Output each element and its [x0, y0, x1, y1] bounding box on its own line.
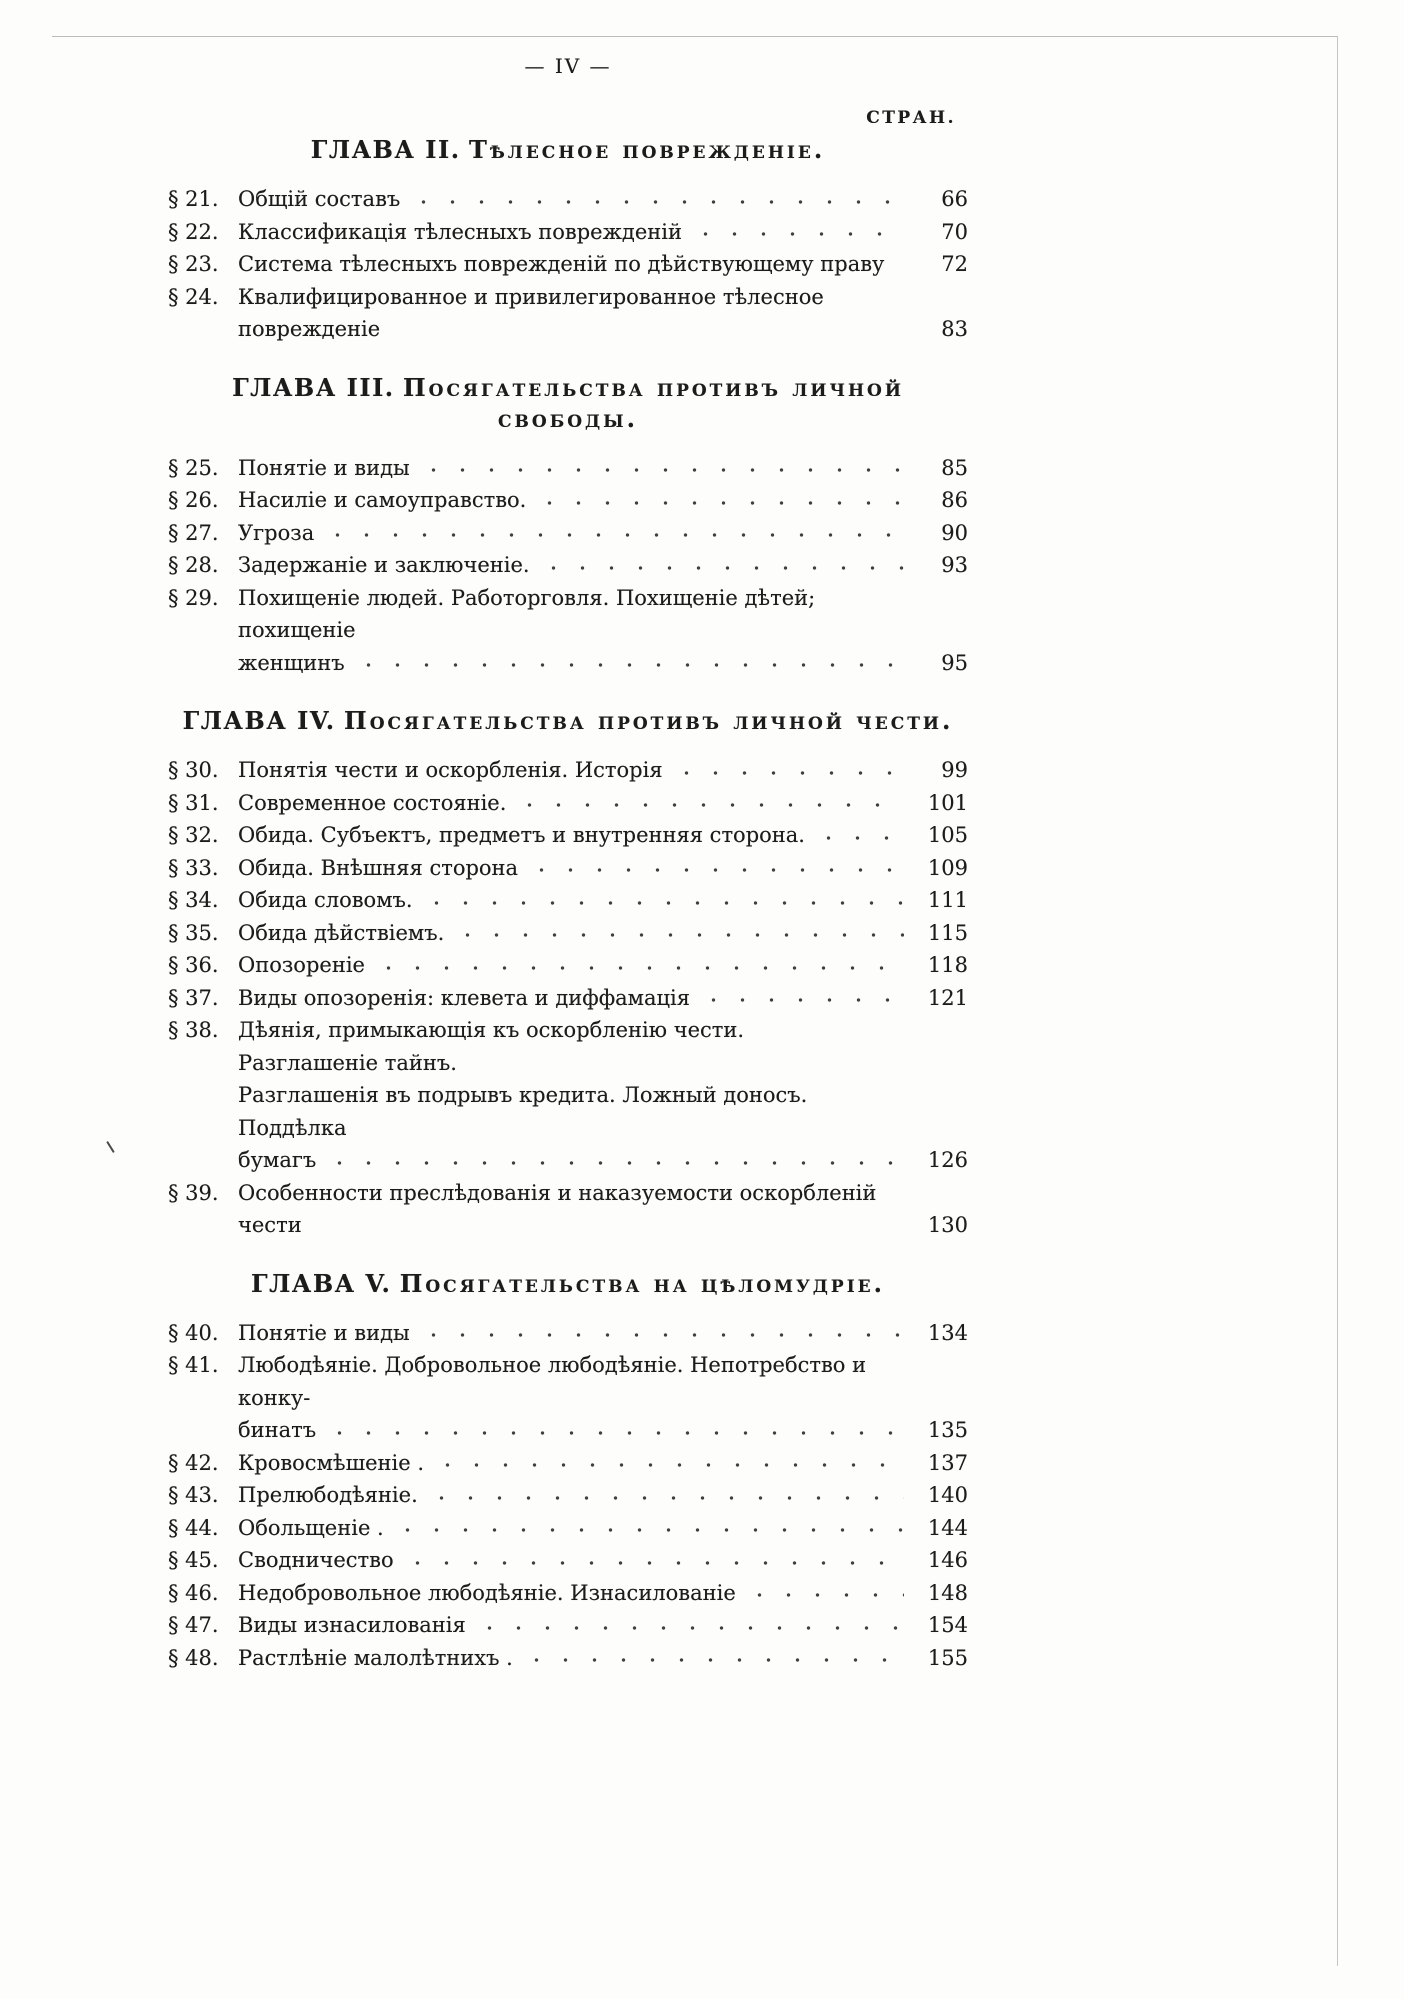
dot-leader: [422, 884, 904, 917]
toc-entry-continuation: [168, 1414, 968, 1447]
entry-label: § 30.: [168, 758, 219, 782]
entry-list: [168, 1317, 968, 1675]
entry-list: [168, 183, 968, 346]
dot-leader: [515, 787, 904, 820]
toc-entry: [168, 949, 968, 982]
entry-text: Задержаніе и заключеніе.: [238, 553, 530, 577]
dot-leader: [814, 819, 904, 852]
dot-leader: [475, 1609, 904, 1642]
entry-text: бумагъ: [238, 1148, 317, 1172]
entry-list: [168, 452, 968, 680]
entry-text: Растлѣніе малолѣтнихъ .: [238, 1645, 513, 1670]
toc-entry: [168, 517, 968, 550]
entry-text: Прелюбодѣяніе.: [238, 1483, 418, 1507]
entry-text: Особенности преслѣдованія и наказуемости оскорбленій чести: [238, 1180, 877, 1237]
entry-label: § 43.: [168, 1483, 219, 1507]
entry-label: § 40.: [168, 1320, 219, 1345]
entry-text: Кровосмѣшеніе .: [238, 1450, 425, 1475]
entry-text: Обида. Субъектъ, предметъ и внутренняя сторона.: [238, 823, 805, 847]
toc-entry: [168, 281, 968, 346]
scan-artifact: [106, 1141, 115, 1153]
dot-leader: [403, 1544, 904, 1577]
entry-page: 137: [927, 1450, 968, 1475]
entry-label: § 26.: [168, 488, 219, 512]
chapter-label: ГЛАВА V.: [251, 1268, 392, 1298]
entry-page: 105: [927, 823, 968, 847]
dot-leader: [374, 949, 904, 982]
entry-page: 155: [927, 1645, 968, 1670]
entry-text: Обида дѣйствіемъ.: [238, 920, 445, 945]
entry-label: § 33.: [168, 855, 219, 880]
toc-entry-continuation: [168, 1144, 968, 1177]
section-heading: [168, 372, 968, 434]
toc-entry: [168, 1479, 968, 1512]
toc-entry: [168, 754, 968, 787]
section-heading: [168, 705, 968, 736]
entry-label: [168, 647, 238, 680]
toc-entry: [168, 183, 968, 216]
toc-entry: [168, 852, 968, 885]
entry-text: Похищеніе людей. Работорговля. Похищеніе дѣтей; похищеніе: [238, 585, 816, 642]
entry-page: 95: [941, 650, 968, 675]
entry-text: Классификація тѣлесныхъ поврежденій: [238, 219, 682, 244]
entry-label: § 28.: [168, 553, 219, 577]
dot-leader: [894, 1349, 904, 1414]
entry-page: 101: [927, 790, 968, 815]
dot-leader: [893, 248, 904, 281]
toc-entry: [168, 1349, 968, 1414]
entry-label: [168, 1414, 238, 1447]
toc-entry: [168, 917, 968, 950]
entry-label: [168, 1079, 238, 1144]
toc-entry: [168, 452, 968, 485]
entry-label: § 44.: [168, 1515, 219, 1540]
entry-text: Разглашенія въ подрывъ кредита. Ложный доносъ. Поддѣлка: [238, 1083, 808, 1140]
entry-text: Виды изнасилованія: [238, 1613, 466, 1637]
dot-leader: [419, 1317, 904, 1350]
entry-text: женщинъ: [238, 650, 345, 675]
entry-list: [168, 754, 968, 1242]
entry-label: § 39.: [168, 1180, 219, 1205]
toc-section: [168, 134, 968, 346]
entry-label: § 31.: [168, 790, 219, 815]
dot-leader: [527, 852, 904, 885]
toc-entry: [168, 884, 968, 917]
entry-page: 146: [927, 1548, 968, 1572]
entry-page: 140: [927, 1483, 968, 1507]
entry-label: § 46.: [168, 1580, 219, 1605]
entry-text: Общій составъ: [238, 187, 401, 211]
entry-text: Обида. Внѣшняя сторона: [238, 855, 519, 880]
toc-entry: [168, 1177, 968, 1242]
entry-text: Понятіе и виды: [238, 455, 410, 480]
entry-label: § 24.: [168, 284, 219, 309]
toc-entry: [168, 582, 968, 647]
dot-leader: [745, 1577, 904, 1610]
chapter-title: Посягательства противъ личной чести.: [344, 706, 954, 735]
chapter-title: Тѣлесное поврежденіе.: [468, 135, 826, 164]
entry-page: 70: [941, 219, 968, 244]
toc-entry: [168, 1642, 968, 1675]
entry-text: Опозореніе: [238, 953, 365, 977]
dot-leader: [894, 1177, 904, 1242]
entry-text: Понятія чести и оскорбленія. Исторія: [238, 758, 663, 782]
toc-entry-continuation: [168, 647, 968, 680]
dot-leader: [691, 216, 904, 249]
entry-text: Система тѣлесныхъ поврежденій по дѣйствующему праву: [238, 252, 885, 276]
entry-label: [168, 1144, 238, 1177]
entry-page: 86: [941, 488, 968, 512]
chapter-label: ГЛАВА III.: [232, 372, 395, 402]
entry-label: § 32.: [168, 823, 219, 847]
entry-label: § 29.: [168, 585, 219, 610]
dot-leader: [427, 1479, 904, 1512]
page-folio: — IV —: [524, 54, 612, 78]
entry-text: Понятіе и виды: [238, 1320, 410, 1345]
toc-entry: [168, 1609, 968, 1642]
dot-leader: [894, 582, 904, 647]
entry-text: Недобровольное любодѣяніе. Изнасилованіе: [238, 1580, 736, 1605]
entry-page: 144: [927, 1515, 968, 1540]
entry-label: § 41.: [168, 1353, 219, 1377]
entry-label: § 25.: [168, 455, 219, 480]
dot-leader: [894, 1014, 904, 1079]
entry-text: бинатъ: [238, 1418, 317, 1442]
dot-leader: [453, 917, 904, 950]
dot-leader: [539, 549, 904, 582]
toc-sections: [168, 134, 968, 1674]
entry-label: § 48.: [168, 1645, 219, 1670]
section-heading: [168, 134, 968, 165]
entry-page: 134: [927, 1320, 968, 1345]
entry-page: 148: [927, 1580, 968, 1605]
toc-entry: [168, 787, 968, 820]
toc-entry-continuation: [168, 1079, 968, 1144]
entry-text: Угроза: [238, 520, 315, 545]
toc-section: [168, 372, 968, 680]
dot-leader: [393, 1512, 904, 1545]
entry-label: § 22.: [168, 219, 219, 244]
dot-leader: [535, 484, 904, 517]
chapter-label: ГЛАВА IV.: [182, 706, 336, 735]
toc-entry: [168, 1512, 968, 1545]
entry-page: 130: [927, 1213, 968, 1237]
entry-text: Дѣянія, примыкающія къ оскорбленію чести. Разглашеніе тайнъ.: [238, 1018, 745, 1075]
entry-page: 111: [927, 888, 968, 912]
toc-entry: [168, 819, 968, 852]
chapter-title: Посягательства противъ личной свободы.: [403, 372, 904, 433]
entry-page: 85: [941, 455, 968, 480]
dot-leader: [323, 517, 904, 550]
entry-text: Современное состояніе.: [238, 790, 507, 815]
entry-text: Обольщеніе .: [238, 1515, 384, 1540]
entry-label: § 27.: [168, 520, 219, 545]
entry-page: 109: [927, 855, 968, 880]
toc-section: [168, 705, 968, 1242]
entry-label: § 21.: [168, 187, 219, 211]
toc-entry: [168, 549, 968, 582]
entry-label: § 45.: [168, 1548, 219, 1572]
entry-label: § 36.: [168, 953, 219, 977]
dot-leader: [894, 281, 904, 346]
dot-leader: [409, 183, 904, 216]
entry-page: 72: [941, 252, 968, 276]
chapter-label: ГЛАВА II.: [310, 135, 461, 164]
entry-text: Сводничество: [238, 1548, 394, 1572]
entry-page: 115: [927, 920, 968, 945]
entry-page: 135: [927, 1418, 968, 1442]
dot-leader: [672, 754, 904, 787]
dot-leader: [433, 1447, 904, 1480]
entry-page: 93: [941, 553, 968, 577]
entry-text: Любодѣяніе. Добровольное любодѣяніе. Непотребство и конку-: [238, 1353, 867, 1410]
dot-leader: [419, 452, 904, 485]
toc-section: [168, 1268, 968, 1675]
entry-page: 126: [927, 1148, 968, 1172]
dot-leader: [354, 647, 904, 680]
toc-entry: [168, 1447, 968, 1480]
entry-label: § 38.: [168, 1018, 219, 1042]
dot-leader: [325, 1414, 904, 1447]
chapter-title: Посягательства на цѣломудріе.: [399, 1268, 885, 1298]
entry-label: § 42.: [168, 1450, 219, 1475]
toc-entry: [168, 484, 968, 517]
entry-page: 90: [941, 520, 968, 545]
entry-page: 154: [927, 1613, 968, 1637]
scan-edge-right: [1337, 36, 1338, 1966]
entry-page: 66: [941, 187, 968, 211]
entry-text: Виды опозоренія: клевета и диффамація: [238, 985, 690, 1010]
entry-text: Насиліе и самоуправство.: [238, 488, 527, 512]
entry-page: 118: [927, 953, 968, 977]
toc-entry: [168, 1014, 968, 1079]
dot-leader: [522, 1642, 904, 1675]
entry-label: § 47.: [168, 1613, 219, 1637]
entry-label: § 37.: [168, 985, 219, 1010]
pages-column-header: СТРАН.: [866, 108, 956, 128]
toc-entry: [168, 216, 968, 249]
entry-page: 121: [927, 985, 968, 1010]
toc-entry: [168, 248, 968, 281]
toc-entry: [168, 1544, 968, 1577]
section-heading: [168, 1268, 968, 1299]
dot-leader: [894, 1079, 904, 1144]
toc-entry: [168, 1577, 968, 1610]
entry-label: § 35.: [168, 920, 219, 945]
dot-leader: [699, 982, 904, 1015]
entry-text: Квалифицированное и привилегированное тѣлесное поврежденіе: [238, 284, 824, 341]
entry-label: § 23.: [168, 252, 219, 276]
entry-text: Обида словомъ.: [238, 888, 413, 912]
toc-entry: [168, 1317, 968, 1350]
dot-leader: [325, 1144, 904, 1177]
entry-page: 83: [941, 317, 968, 341]
entry-page: 99: [941, 758, 968, 782]
entry-label: § 34.: [168, 888, 219, 912]
toc-entry: [168, 982, 968, 1015]
toc-content: [168, 0, 968, 1674]
